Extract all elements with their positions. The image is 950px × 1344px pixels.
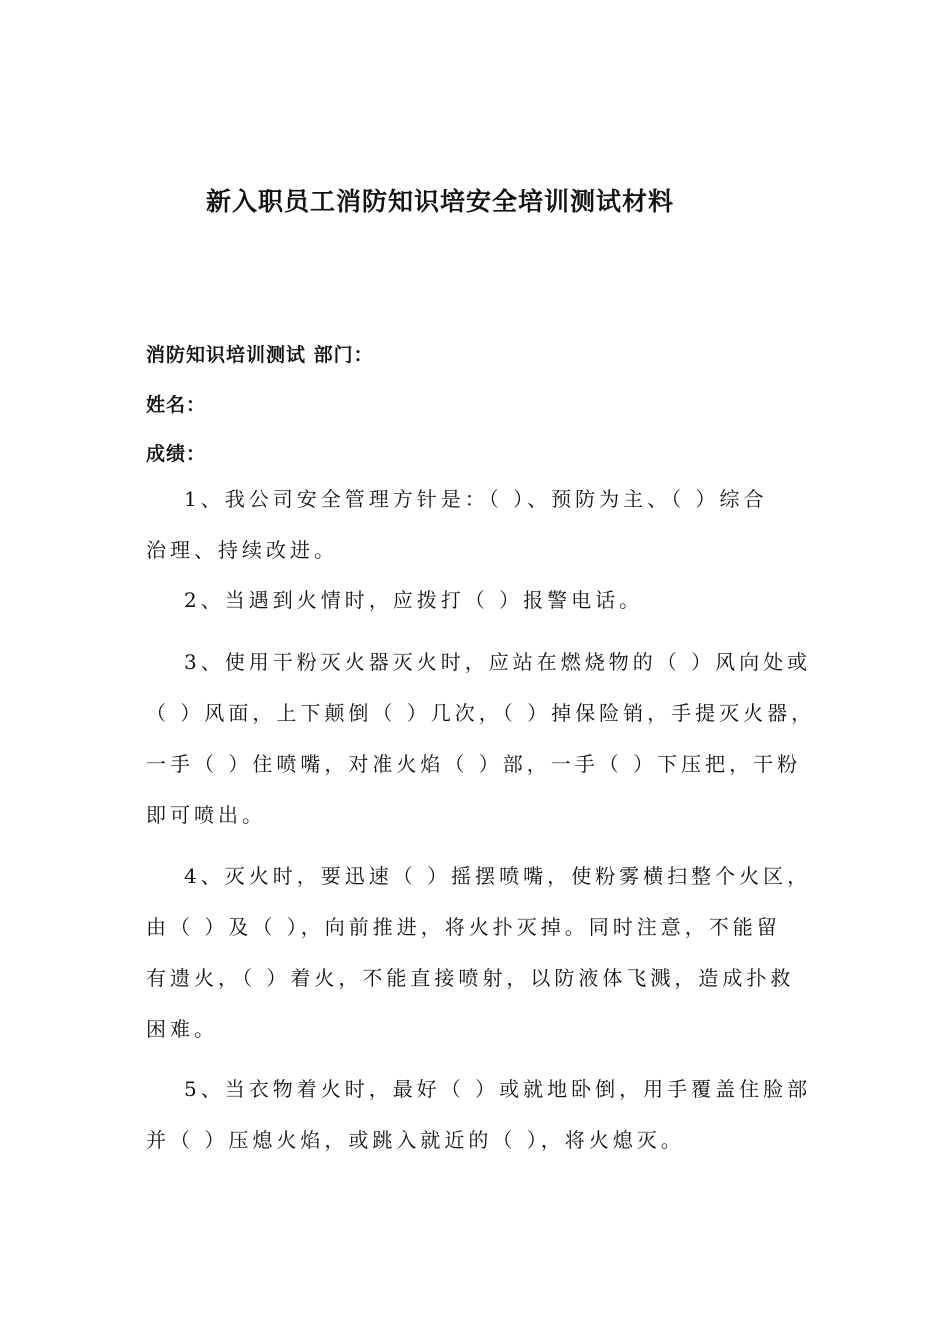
question-5-line-2: 并（ ）压熄火焰，或跳入就近的（ ），将火熄灭。 — [146, 1128, 685, 1152]
question-5 — [146, 1064, 811, 1166]
question-3-line-4: 即可喷出。 — [146, 803, 266, 827]
question-4-line-1: 4、灭火时，要迅速（ ）摇摆喷嘴，使粉雾横扫整个火区， — [184, 864, 812, 888]
score-field-label: 成绩： — [146, 443, 207, 465]
question-2-line-1: 2、当遇到火情时，应拨打（ ）报警电话。 — [184, 588, 644, 612]
question-4-line-3: 有遗火，（ ）着火，不能直接喷射，以防液体飞溅，造成扑救 — [146, 966, 795, 990]
question-4-line-4: 困难。 — [146, 1017, 218, 1041]
department-field-label: 消防知识培训测试 部门： — [146, 344, 374, 366]
question-3-line-3: 一手（ ）住喷嘴，对准火焰（ ）部，一手（ ）下压把，干粉 — [146, 752, 802, 776]
question-5-line-1: 5、当衣物着火时，最好（ ）或就地卧倒，用手覆盖住脸部 — [184, 1077, 812, 1101]
name-field-label: 姓名： — [146, 394, 207, 416]
question-4 — [146, 851, 811, 1055]
question-3-line-1: 3、使用干粉灭火器灭火时，应站在燃烧物的（ ）风向处或 — [184, 650, 812, 674]
question-4-line-2: 由（ ）及（ ），向前推进，将火扑灭掉。同时注意，不能留 — [146, 915, 781, 939]
question-1 — [146, 474, 811, 576]
question-3-line-2: （ ）风面，上下颠倒（ ）几次，（ ）掉保险销，手提灭火器， — [146, 701, 816, 725]
question-1-line-1: 1、我公司安全管理方针是：（ ）、预防为主、（ ）综合 — [184, 487, 768, 511]
question-1-line-2: 治理、持续改进。 — [146, 538, 338, 562]
document-title: 新入职员工消防知识培安全培训测试材料 — [205, 187, 674, 216]
question-3 — [146, 637, 816, 841]
question-2 — [146, 575, 811, 626]
